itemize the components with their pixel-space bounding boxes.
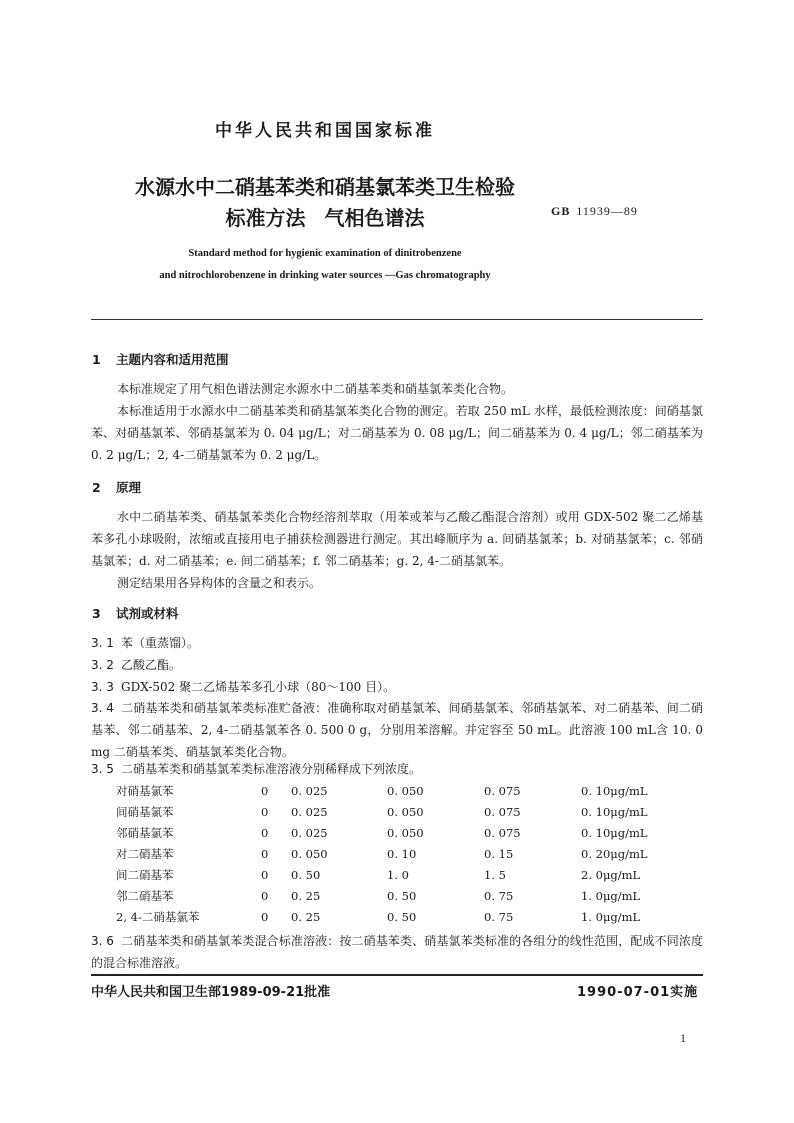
item-3-6-number: 3. 6 — [91, 934, 114, 948]
item-3-4-number: 3. 4 — [91, 701, 114, 715]
compound-name: 邻硝基氯苯 — [116, 825, 174, 840]
item-3-2 — [91, 654, 703, 676]
title-divider — [91, 319, 703, 320]
document-title-line1: 水源水中二硝基苯类和硝基氯苯类卫生检验 — [135, 175, 515, 199]
item-3-5 — [91, 758, 703, 780]
compound-name: 间硝基氯苯 — [116, 804, 174, 819]
concentration-value: 0. 10μg/mL — [581, 825, 648, 840]
section-1-paragraph-1: 本标准规定了用气相色谱法测定水源水中二硝基苯类和硝基氯苯类化合物。 — [117, 382, 514, 396]
english-title-line2: and nitrochlorobenzene in drinking water sources —Gas chromatography — [159, 270, 491, 281]
compound-name: 2, 4-二硝基氯苯 — [116, 909, 200, 924]
item-3-2-text: 乙酸乙酯。 — [121, 658, 182, 672]
concentration-value: 0. 75 — [484, 888, 514, 903]
concentration-table — [116, 780, 671, 927]
concentration-value: 0. 10μg/mL — [581, 783, 648, 798]
compound-name: 邻二硝基苯 — [116, 888, 174, 903]
concentration-value: 0 — [261, 825, 269, 840]
approval-statement: 中华人民共和国卫生部1989-09-21批准 — [91, 985, 331, 1000]
section-2-paragraph-1: 水中二硝基苯类、硝基氯苯类化合物经溶剂萃取（用苯或苯与乙酸乙酯混合溶剂）或用 GDX-502 聚二乙烯基苯多孔小球吸附，浓缩或直接用电子捕获检测器进行测定。其出峰顺序为 a. 间硝基氯苯；b. 对硝基氯苯；c. 邻硝基氯苯；d. 对二硝基苯；e. 间二硝基苯；f. 邻二硝基苯；g. 2, 4-二硝基氯苯。 — [91, 510, 703, 568]
item-3-3-text: GDX-502 聚二乙烯基苯多孔小球（80～100 目）。 — [121, 680, 396, 694]
section-1-number: 1 — [92, 352, 101, 367]
english-title-line1: Standard method for hygienic examination of dinitrobenzene — [188, 248, 462, 259]
standard-code: 11939—89 — [576, 204, 638, 218]
section-2-paragraph-2: 测定结果用各异构体的含量之和表示。 — [117, 576, 322, 590]
concentration-value: 0 — [261, 846, 269, 861]
document-title-line2: 标准方法 气相色谱法 — [225, 206, 425, 230]
footer-divider — [91, 974, 703, 976]
item-3-4 — [91, 697, 703, 763]
item-3-4-text: 二硝基苯类和硝基氯苯类标准贮备液：准确称取对硝基氯苯、间硝基氯苯、邻硝基氯苯、对二硝基苯、间二硝基苯、邻二硝基苯、2, 4-二硝基氯苯各 0. 500 0 g，分别用苯溶解。并定容至 50 mL。此溶液 100 mL含 10. 0 mg 二硝基苯类、硝基氯苯类化合物。 — [91, 701, 703, 759]
concentration-value: 0. 075 — [484, 804, 521, 819]
section-3-number: 3 — [92, 606, 101, 621]
compound-name: 对二硝基苯 — [116, 846, 174, 861]
table-row — [116, 822, 671, 843]
concentration-value: 0 — [261, 804, 269, 819]
concentration-value: 0. 050 — [387, 783, 424, 798]
concentration-value: 0. 050 — [291, 846, 328, 861]
concentration-value: 0. 025 — [291, 783, 328, 798]
item-3-1-text: 苯（重蒸馏）。 — [121, 636, 200, 650]
compound-name: 间二硝基苯 — [116, 867, 174, 882]
concentration-value: 2. 0μg/mL — [581, 867, 641, 882]
concentration-value: 1. 0μg/mL — [581, 888, 641, 903]
item-3-3-number: 3. 3 — [91, 680, 114, 694]
concentration-value: 0 — [261, 783, 269, 798]
concentration-value: 0. 50 — [291, 867, 321, 882]
section-2-number: 2 — [92, 480, 101, 495]
concentration-value: 0. 10μg/mL — [581, 804, 648, 819]
table-row — [116, 780, 671, 801]
section-2-heading — [92, 478, 141, 496]
concentration-value: 0 — [261, 867, 269, 882]
compound-name: 对硝基氯苯 — [116, 783, 174, 798]
concentration-value: 0. 50 — [387, 909, 417, 924]
concentration-value: 0. 15 — [484, 846, 514, 861]
section-1-heading — [92, 350, 229, 368]
table-row — [116, 906, 671, 927]
page-number: 1 — [680, 1031, 686, 1045]
table-row — [116, 843, 671, 864]
concentration-value: 0. 50 — [387, 888, 417, 903]
concentration-value: 0. 075 — [484, 783, 521, 798]
concentration-value: 1. 5 — [484, 867, 506, 882]
table-row — [116, 885, 671, 906]
concentration-value: 0. 050 — [387, 804, 424, 819]
concentration-value: 1. 0 — [387, 867, 409, 882]
item-3-3 — [91, 676, 703, 698]
table-row — [116, 801, 671, 822]
item-3-5-number: 3. 5 — [91, 762, 114, 776]
concentration-value: 0 — [261, 888, 269, 903]
item-3-1 — [91, 632, 703, 654]
section-3-title: 试剂或材料 — [116, 606, 179, 621]
section-2-title: 原理 — [116, 480, 142, 495]
concentration-value: 0. 75 — [484, 909, 514, 924]
standard-number — [551, 204, 638, 219]
item-3-6 — [91, 930, 703, 974]
concentration-value: 0. 050 — [387, 825, 424, 840]
item-3-6-text: 二硝基苯类和硝基氯苯类混合标准溶液：按二硝基苯类、硝基氯苯类标准的各组分的线性范围，配成不同浓度的混合标准溶液。 — [91, 934, 703, 970]
document-header: 中华人民共和国国家标准 — [215, 121, 435, 141]
concentration-value: 0. 25 — [291, 909, 321, 924]
section-1-title: 主题内容和适用范围 — [116, 352, 229, 367]
concentration-value: 0. 20μg/mL — [581, 846, 648, 861]
concentration-value: 0 — [261, 909, 269, 924]
section-1-paragraph-2: 本标准适用于水源水中二硝基苯类和硝基氯苯类化合物的测定。若取 250 mL 水样，最低检测浓度：间硝基氯苯、对硝基氯苯、邻硝基氯苯为 0. 04 μg/L；对二硝基苯为 0. 08 μg/L；间二硝基苯为 0. 4 μg/L；邻二硝基苯为 0. 2 μg/L；2, 4-二硝基氯苯为 0. 2 μg/L。 — [91, 404, 703, 462]
section-2-body — [91, 506, 703, 594]
concentration-value: 0. 025 — [291, 804, 328, 819]
item-3-2-number: 3. 2 — [91, 658, 114, 672]
concentration-value: 0. 025 — [291, 825, 328, 840]
table-row — [116, 864, 671, 885]
item-3-1-number: 3. 1 — [91, 636, 114, 650]
concentration-value: 1. 0μg/mL — [581, 909, 641, 924]
standard-prefix: GB — [551, 204, 571, 218]
concentration-value: 0. 075 — [484, 825, 521, 840]
section-3-heading — [92, 604, 179, 622]
concentration-value: 0. 10 — [387, 846, 417, 861]
section-1-body — [91, 378, 703, 466]
item-3-5-text: 二硝基苯类和硝基氯苯类标准溶液分别稀释成下列浓度。 — [121, 762, 422, 776]
concentration-value: 0. 25 — [291, 888, 321, 903]
concentration-table-body — [116, 780, 671, 927]
effective-date: 1990-07-01实施 — [577, 985, 699, 1000]
